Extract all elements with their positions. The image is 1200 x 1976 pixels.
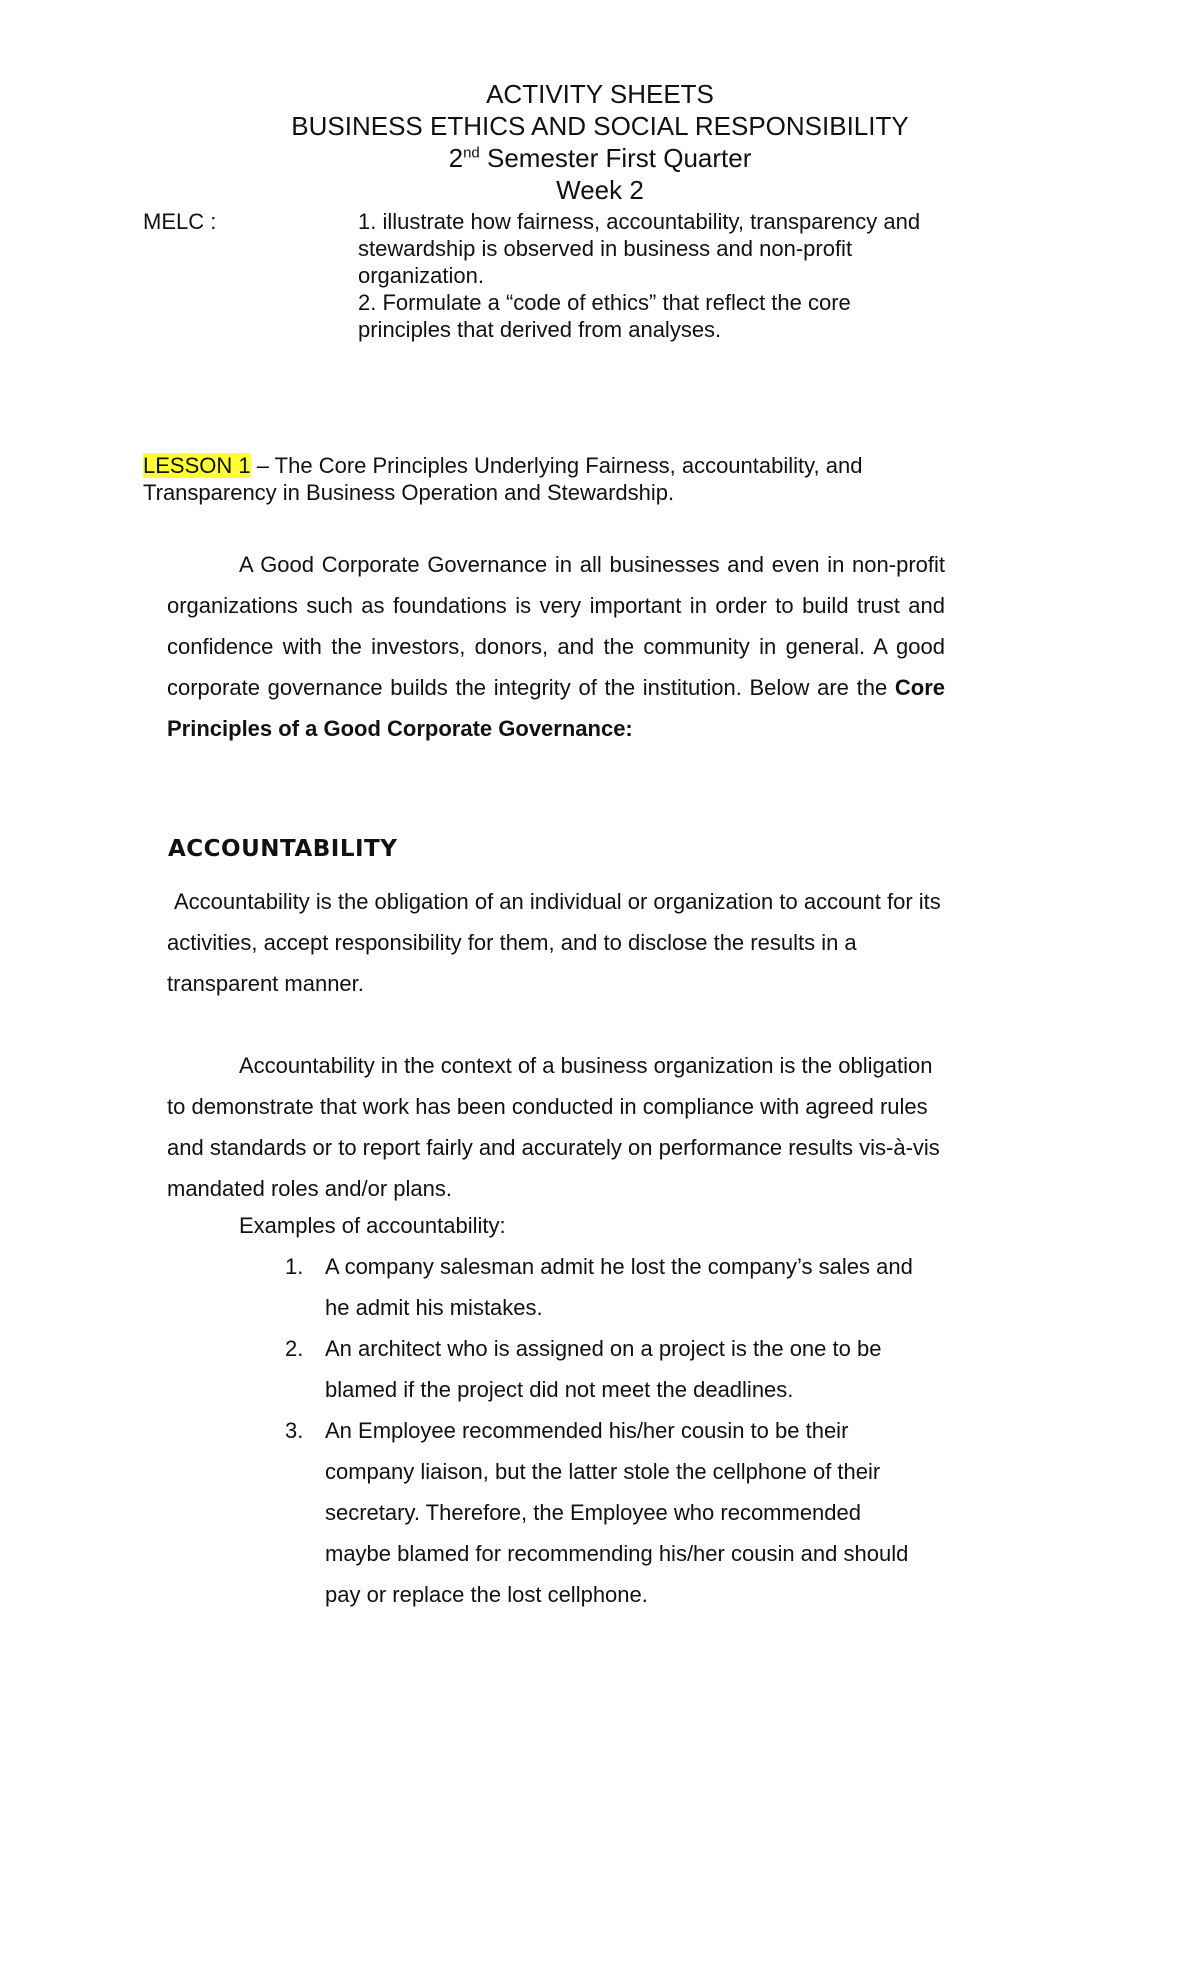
header-title: ACTIVITY SHEETS [486,79,714,109]
list-item-number: 1. [285,1254,304,1279]
lesson-title [143,452,943,506]
semester-number: 2 [448,143,464,173]
melc-label: MELC : [143,209,217,234]
melc-item: 2. Formulate a “code of ethics” that reflect the core principles that derived from analyses. [358,290,851,342]
intro-paragraph [167,544,945,749]
list-item-text: An architect who is assigned on a project is the one to be blamed if the project did not meet the deadlines. [325,1336,882,1402]
list-item [285,1246,925,1328]
examples-intro: Examples of accountability: [239,1213,506,1238]
header-week: Week 2 [556,175,644,205]
accountability-definition: Accountability is the obligation of an individual or organization to account for its activities, accept responsibility for them, and to disclose the results in a transparent manner. [167,889,941,996]
list-item-text: A company salesman admit he lost the company’s sales and he admit his mistakes. [325,1254,913,1320]
lesson-label: LESSON 1 [143,453,251,478]
semester-text: Semester First Quarter [479,143,752,173]
section-heading-accountability: ACCOUNTABILITY [168,836,398,862]
list-item [285,1410,925,1615]
intro-bold-text: Core Principles of a Good Corporate Governance: [167,675,945,741]
semester-suffix: nd [463,144,480,162]
list-item-number: 2. [285,1336,304,1361]
accountability-context: Accountability in the context of a business organization is the obligation to demonstrate that work has been conducted in compliance with agreed rules and standards or to report fairly and accurately on performance results vis-à-vis mandated roles and/or plans. [167,1053,940,1201]
melc-list [358,208,938,343]
header-subject: BUSINESS ETHICS AND SOCIAL RESPONSIBILITY [291,111,909,141]
melc-item: 1. illustrate how fairness, accountability, transparency and stewardship is observed in business and non-profit organization. [358,209,921,288]
list-item-number: 3. [285,1418,304,1443]
lesson-description: – The Core Principles Underlying Fairness, accountability, and Transparency in Business Operation and Stewardship. [143,453,863,505]
examples-section [167,1205,947,1615]
list-item [285,1328,925,1410]
intro-text: A Good Corporate Governance in all businesses and even in non-profit organizations such as foundations is very important in order to build trust and confidence with the investors, donors, and the community in general. A good corporate governance builds the integrity of the institution. Below are the [167,552,945,700]
header-semester [0,142,1200,174]
list-item-text: An Employee recommended his/her cousin to be their company liaison, but the latter stole the cellphone of their secretary. Therefore, the Employee who recommended maybe blamed for recommending his/her cousin and should pay or replace the lost cellphone. [325,1418,909,1607]
